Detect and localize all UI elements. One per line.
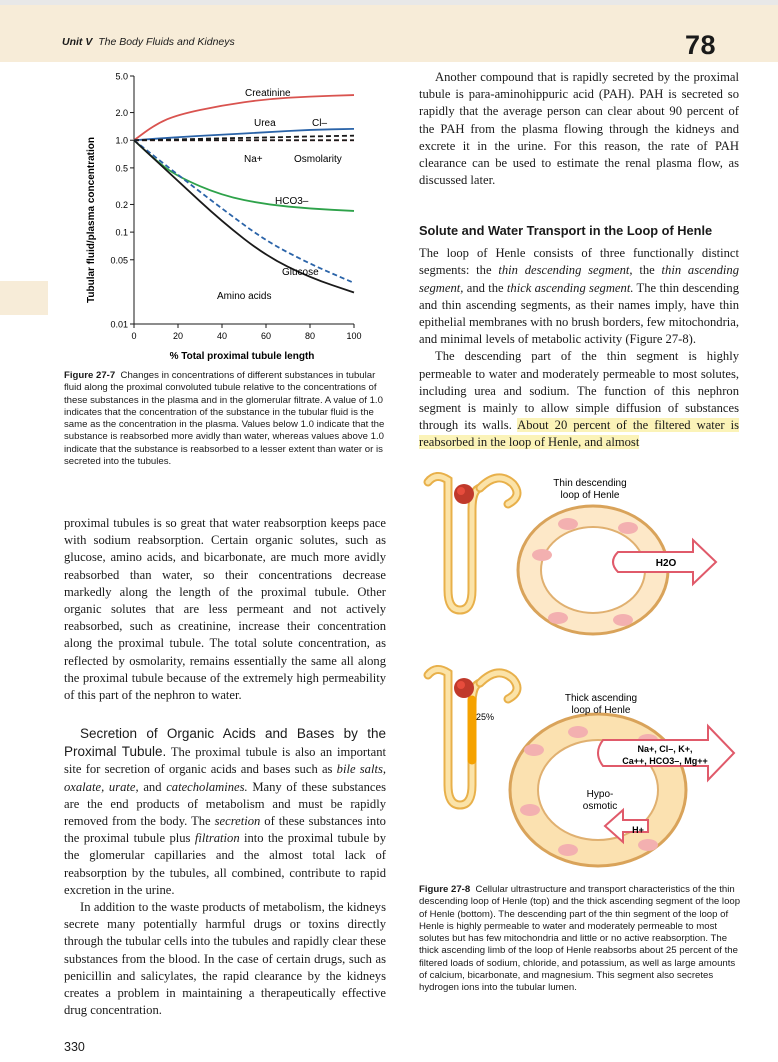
text-run: and the [463, 280, 507, 295]
glomerulus-icon [454, 678, 474, 698]
nephron-diagram-bottom [428, 669, 517, 805]
italic-run: filtration [194, 831, 240, 846]
figure-27-8-illustration [418, 470, 748, 880]
caption-label: Figure 27-7 [64, 370, 116, 381]
x-tick-label: 0 [131, 331, 137, 341]
x-tick-label: 20 [172, 331, 184, 341]
text-run: The thin descending and thin ascending segments, as their names imply, have thin epithelial membranes with no brush borders, few mitochondria, and minimal levels of metabolic activity (Figure 27-8). [419, 280, 740, 347]
italic-run: secretion [214, 814, 261, 829]
label-amino-acids: Amino acids [217, 291, 272, 302]
highlighted-text: About 20 percent of the filtered water is reabsorbed in the loop of Henle, and almost [419, 418, 739, 450]
xlabel: % Total proximal tubule length [169, 351, 315, 362]
paragraph: In addition to the waste products of metabolism, the kidneys secrete many potentially harmful drugs or toxins directly through the tubular cells into the tubules and rapidly clear these substances from the blood. In the case of certain drugs, such as penicillin and salicylates, the rapid clearance by the kidneys creates a problem in maintaining a therapeutically effective drug concentration. [64, 900, 386, 1018]
page-number: 330 [64, 1040, 85, 1054]
caption-label: Figure 27-8 [419, 884, 471, 895]
text-run: The descending part of the thin segment is highly permeable to water and moderately permeable to most solutes, including urea and sodium. The function of this nephron segment is mainly to allow simple diffusion of substances through its walls. [419, 349, 739, 433]
left-column-top [64, 515, 386, 704]
figure-27-8-caption [419, 884, 743, 995]
italic-run: bile salts, oxalate, urate, [64, 762, 386, 794]
text-run: of these substances into the proximal tubule plus [64, 814, 386, 846]
label-urea: Urea [254, 118, 276, 129]
thin-label-line2: loop of Henle [560, 490, 620, 501]
running-header [62, 36, 235, 48]
label-hco3: HCO3– [275, 196, 309, 207]
thin-label-line1: Thin descending [553, 478, 627, 489]
y-tick-label: 0.5 [115, 163, 128, 174]
y-tick-label: 5.0 [115, 71, 128, 82]
ions-line2: Ca++, HCO3–, Mg++ [622, 756, 708, 766]
figure-27-7-caption [64, 370, 389, 468]
label-na: Na+ [244, 154, 263, 165]
paragraph [419, 245, 739, 348]
label-cl: Cl– [312, 118, 328, 129]
text-run: Many of these substances are the end products of metabolism and must be rapidly removed from the body. The [64, 779, 386, 829]
figure-27-7-chart [82, 70, 382, 370]
italic-run: thick ascending segment. [506, 280, 634, 295]
hypo-line2: osmotic [582, 801, 618, 812]
side-tab [0, 281, 48, 315]
paragraph: Another compound that is rapidly secreted by the proximal tubule is para-aminohippuric acid (PAH). PAH is secreted so rapidly that the average person can clear about 90 percent of the PAH from the plasma flowing through the kidneys and excrete it in the urine. For this reason, the rate of PAH clearance can be used to estimate the renal plasma flow, as discussed later. [419, 70, 739, 188]
text-run: The loop of Henle consists of three functionally distinct segments: the [419, 246, 739, 278]
y-tick-label: 0.2 [115, 199, 128, 210]
x-tick-label: 40 [216, 331, 228, 341]
header-band [0, 5, 778, 62]
glomerulus-icon [454, 484, 474, 504]
text-run: The proximal tubule is also an important site for secretion of organic acids and bases such as [64, 745, 386, 777]
label-osmolarity: Osmolarity [294, 154, 342, 165]
chapter-number: 78 [685, 30, 717, 60]
paragraph: proximal tubules is so great that water reabsorption keeps pace with sodium reabsorption. Certain organic solutes, such as glucose, amino acids, and bicarbonate, are much more avidly reabsorbed than water, so their concentrations decrease markedly along the length of the proximal tubule. Other organic solutes that are less permeant and not actively reabsorbed, such as creatinine, increase their concentration along the proximal tubule. The total solute concentration, as reflected by osmolarity, remains essentially the same all along the proximal tubule because of the extremely high permeability of this part of the nephron to water. [64, 516, 386, 703]
label-glucose: Glucose [282, 267, 319, 278]
ions-line1: Na+, Cl–, K+, [637, 744, 693, 754]
caption-text: Cellular ultrastructure and transport characteristics of the thin descending loop of Henle (top) and the thick ascending segment of the loop of Henle (bottom). The descending part of the thin segment of the loop of Henle is highly permeable to water and moderately permeable to most solutes but has few mitochondria and little or no active reabsorption. The thick ascending limb of the loop of Henle reabsorbs about 25 percent of the filtered loads of sodium, chloride, and potassium, as well as large amounts of calcium, bicarbonate, and magnesium. This segment also secretes hydrogen ions into the tubular lumen. [419, 884, 741, 994]
text-run: and [138, 779, 167, 794]
percent-label: 25% [476, 712, 495, 722]
x-tick-label: 60 [260, 331, 272, 341]
unit-number: Unit V [62, 36, 93, 48]
section-heading: Solute and Water Transport in the Loop of Henle [419, 223, 713, 238]
h2o-label: H2O [655, 558, 677, 569]
thick-label-line2: loop of Henle [571, 705, 631, 716]
italic-run: catecholamines. [166, 779, 248, 794]
right-column-section [419, 222, 739, 452]
italic-run: thin ascending segment, [419, 263, 739, 295]
paragraph [419, 348, 739, 451]
right-column-top [419, 69, 739, 189]
paragraph [64, 725, 386, 899]
series-hco3 [134, 140, 354, 211]
thick-label-line1: Thick ascending [564, 693, 638, 704]
y-tick-label: 2.0 [115, 108, 128, 119]
h-plus-label: H+ [632, 825, 644, 835]
y-tick-label: 0.01 [110, 319, 128, 330]
unit-title: The Body Fluids and Kidneys [98, 36, 235, 48]
hypo-line1: Hypo- [586, 789, 614, 800]
x-tick-label: 80 [304, 331, 316, 341]
caption-text: Changes in concentrations of different substances in tubular fluid along the proximal convoluted tubule relative to the concentrations of these substances in the plasma and in the glomerular filtrate. A value of 1.0 indicates that the concentration of the substance in the tubular fluid is the same as the concentration in the plasma. Values below 1.0 indicate that the substance is reabsorbed more avidly than water, whereas values above 1.0 indicate that the substance is reabsorbed to a lesser extent than water or is secreted into the tubules. [64, 370, 385, 468]
text-run: the [632, 263, 662, 278]
y-tick-label: 0.1 [115, 227, 128, 238]
left-column-section [64, 725, 386, 1019]
y-tick-label: 1.0 [115, 135, 128, 146]
ylabel: Tubular fluid/plasma concentration [86, 137, 97, 303]
italic-run: thin descending segment, [498, 263, 633, 278]
label-creatinine: Creatinine [245, 88, 291, 99]
text-run: into the proximal tubule by the glomerular capillaries and the almost total lack of reabsorption by the tubules, all combined, contribute to rapid excretion in the urine. [64, 831, 387, 897]
nephron-diagram-top [428, 476, 517, 610]
y-tick-label: 0.05 [110, 255, 128, 266]
series-urea [134, 129, 354, 140]
run-in-heading: Secretion of Organic Acids and Bases by the Proximal Tubule. [64, 726, 386, 760]
x-tick-label: 100 [346, 331, 362, 341]
